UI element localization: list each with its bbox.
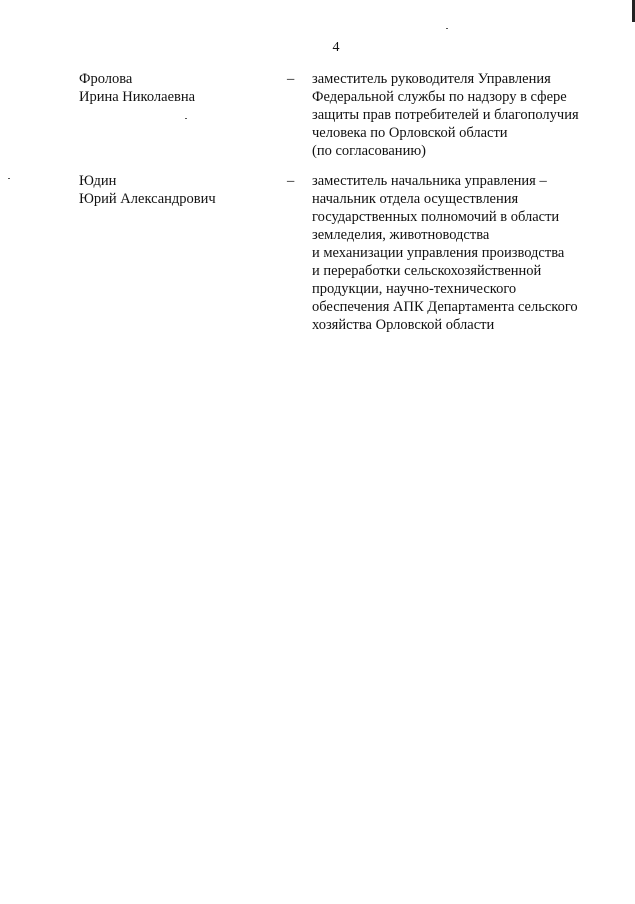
position-line: земледелия, животноводства: [312, 227, 490, 243]
position-line: начальник отдела осуществления: [312, 191, 519, 207]
position-line: заместитель начальника управления –: [312, 173, 547, 189]
scan-speck: [185, 118, 187, 119]
member-surname: Юдин: [79, 173, 117, 189]
member-name: [79, 172, 279, 208]
position-line: продукции, научно-технического: [312, 281, 517, 297]
position-line: заместитель руководителя Управления: [312, 71, 551, 87]
page-number: 4: [332, 40, 340, 55]
position-line: Федеральной службы по надзору в сфере: [312, 89, 567, 105]
member-given-names: Ирина Николаевна: [79, 89, 196, 105]
position-line: и механизации управления производства: [312, 245, 565, 261]
position-line: человека по Орловской области: [312, 125, 508, 141]
position-line: хозяйства Орловской области: [312, 317, 495, 333]
entry-dash: –: [287, 71, 295, 87]
member-surname: Фролова: [79, 71, 133, 87]
position-line: обеспечения АПК Департамента сельского: [312, 299, 578, 315]
member-name: [79, 70, 279, 106]
scan-speck: [8, 178, 10, 179]
member-position: [312, 172, 612, 334]
position-line: и переработки сельскохозяйственной: [312, 263, 542, 279]
member-given-names: Юрий Александрович: [79, 191, 216, 207]
position-line: государственных полномочий в области: [312, 209, 560, 225]
member-position: [312, 70, 612, 160]
position-line: защиты прав потребителей и благополучия: [312, 107, 579, 123]
entry-dash: –: [287, 173, 295, 189]
scan-speck: [446, 28, 448, 29]
position-line: (по согласованию): [312, 143, 426, 159]
